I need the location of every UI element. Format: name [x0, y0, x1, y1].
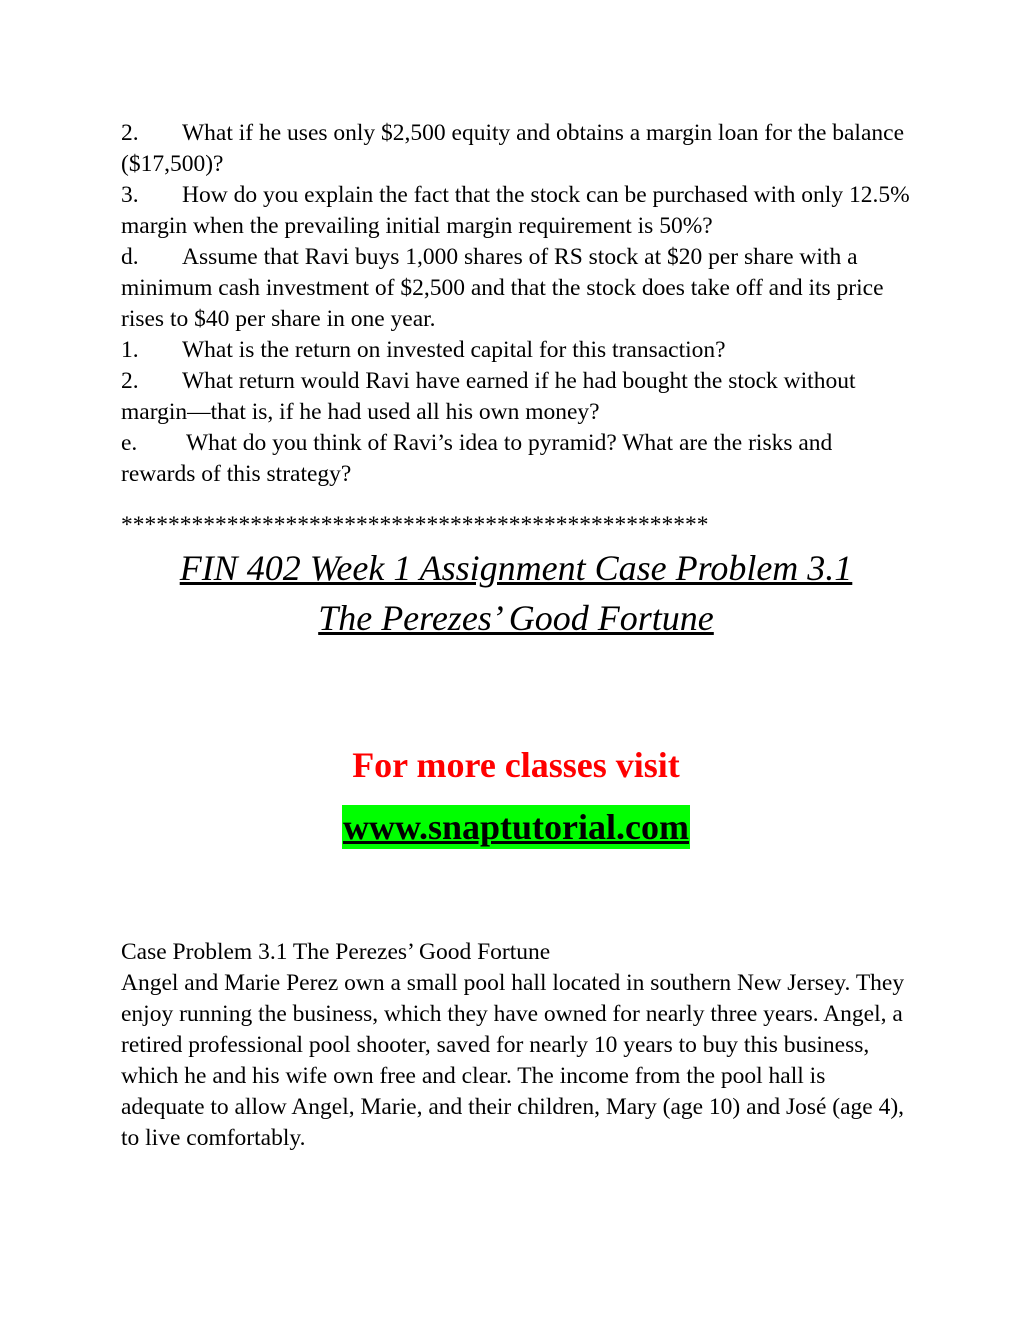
question-item	[121, 428, 911, 490]
question-text: What do you think of Ravi’s idea to pyramid? What are the risks and rewards of this strategy?	[121, 430, 833, 487]
question-item	[121, 335, 911, 366]
question-marker: 2.	[121, 368, 139, 394]
section-heading	[121, 543, 911, 643]
section-heading-line-2: The Perezes’ Good Fortune	[318, 598, 714, 638]
visit-banner: For more classes visit	[352, 745, 680, 785]
question-text: Assume that Ravi buys 1,000 shares of RS stock at $20 per share with a minimum cash investment of $2,500 and that the stock does take off and its price rises to $40 per share in one year.	[121, 244, 884, 332]
question-marker: 2.	[121, 120, 139, 146]
question-text: What return would Ravi have earned if he had bought the stock without margin—that is, if he had used all his own money?	[121, 368, 856, 425]
separator-line: **************************************************	[121, 512, 709, 538]
question-marker: 3.	[121, 182, 139, 208]
case-section	[121, 937, 911, 1154]
question-item	[121, 366, 911, 428]
case-title: Case Problem 3.1 The Perezes’ Good Fortune	[121, 939, 551, 965]
document-page	[121, 118, 911, 1154]
question-item	[121, 242, 911, 335]
question-marker: e.	[121, 430, 138, 456]
section-heading-line-1: FIN 402 Week 1 Assignment Case Problem 3.1	[179, 548, 853, 588]
website-link-wrapper	[121, 805, 911, 849]
website-link[interactable]: www.snaptutorial.com	[342, 807, 689, 847]
question-marker: d.	[121, 244, 139, 270]
case-body: Angel and Marie Perez own a small pool hall located in southern New Jersey. They enjoy running the business, which they have owned for nearly three years. Angel, a retired professional pool shooter, saved for nearly 10 years to buy this business, which he and his wife own free and clear. The income from the pool hall is adequate to allow Angel, Marie, and their children, Mary (age 10) and José (age 4), to live comfortably.	[121, 970, 905, 1151]
question-text: What if he uses only $2,500 equity and obtains a margin loan for the balance ($17,500)?	[121, 120, 904, 177]
question-text: What is the return on invested capital for this transaction?	[182, 337, 726, 363]
question-text: How do you explain the fact that the stock can be purchased with only 12.5% margin when the prevailing initial margin requirement is 50%?	[121, 182, 910, 239]
question-marker: 1.	[121, 337, 139, 363]
question-item	[121, 118, 911, 180]
question-item	[121, 180, 911, 242]
